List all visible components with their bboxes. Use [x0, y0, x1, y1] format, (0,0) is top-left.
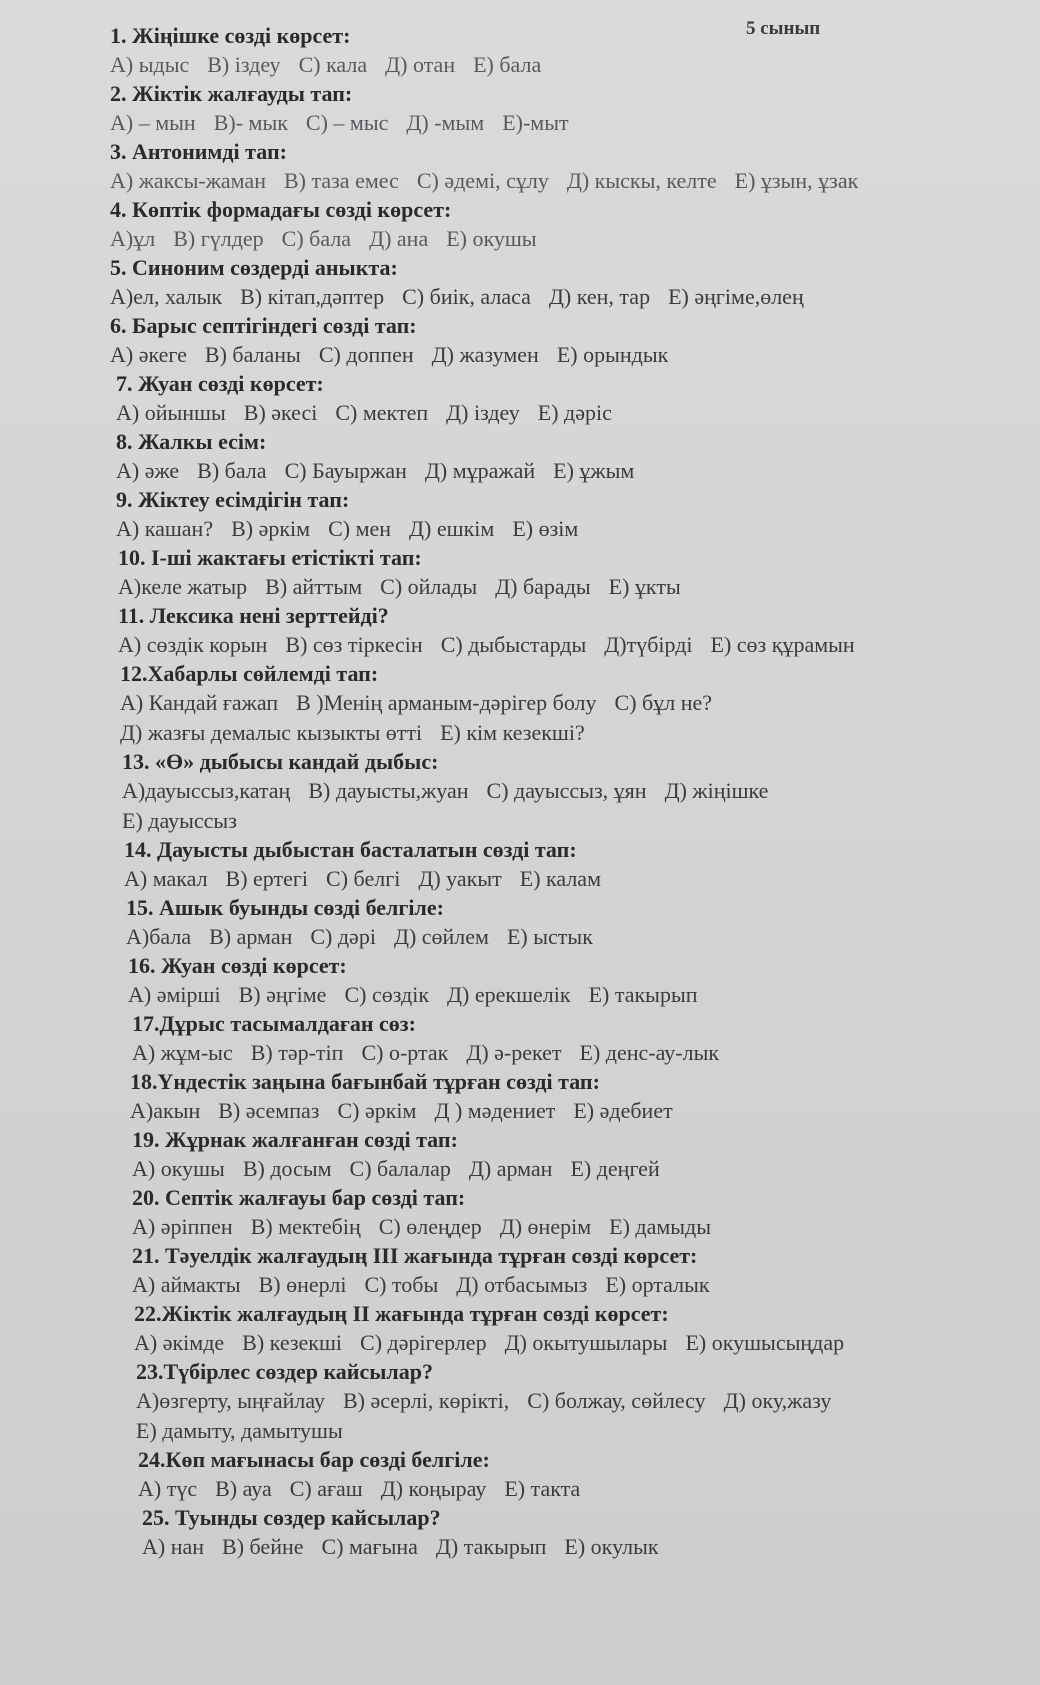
question-title: 14. Дауысты дыбыстан басталатын сөзді тап:: [124, 837, 577, 862]
question-24: [110, 1446, 1000, 1504]
answer-option: Д) уакыт: [418, 866, 502, 891]
answer-option: С) Бауыржан: [284, 458, 407, 483]
answer-option: Е) окушы: [446, 226, 537, 251]
question-7: [110, 370, 1000, 428]
answer-option: А) макал: [124, 866, 208, 891]
answer-options-row: [130, 1096, 1000, 1126]
question-title: 18.Үндестік заңына бағынбай тұрған сөзді тап:: [130, 1069, 600, 1094]
answer-option: Е) ұкты: [608, 574, 681, 599]
answer-option: В) ертегі: [225, 866, 309, 891]
answer-option: С) мен: [328, 516, 392, 541]
answer-option: С) доппен: [318, 342, 414, 367]
answer-option: В) бейне: [222, 1534, 304, 1559]
answer-option: С) дәрігерлер: [360, 1330, 487, 1355]
answer-option: А) әкімде: [134, 1330, 225, 1355]
answer-option: В) досым: [242, 1156, 332, 1181]
answer-option: Е) ұжым: [553, 458, 635, 483]
question-title: 20. Септік жалғауы бар сөзді тап:: [132, 1185, 466, 1210]
answer-option: В) кезекші: [242, 1330, 343, 1355]
question-18: [110, 1068, 1000, 1126]
answer-option: В) әркім: [231, 516, 311, 541]
answer-option: В) әсерлі, көрікті,: [342, 1388, 510, 1413]
question-8: [110, 428, 1000, 486]
answer-option: В) әңгіме: [238, 982, 327, 1007]
answer-option: В) кітап,дәптер: [240, 284, 385, 309]
answer-option: В) арман: [209, 924, 293, 949]
answer-options-row: [116, 514, 1000, 544]
answer-options-row: [136, 1386, 1000, 1416]
answer-option: С) сөздік: [344, 982, 430, 1007]
answer-option: Е) бала: [473, 52, 542, 77]
question-22: [110, 1300, 1000, 1358]
answer-option: Д) сөйлем: [393, 924, 489, 949]
question-title: 4. Көптік формадағы сөзді көрсет:: [110, 197, 452, 222]
answer-option: Д ) мәдениет: [434, 1098, 556, 1123]
answer-option: В) гүлдер: [173, 226, 264, 251]
answer-option: А) әже: [116, 458, 180, 483]
question-title: 19. Жұрнак жалғанған сөзді тап:: [132, 1127, 458, 1152]
answer-option: А)бала: [126, 924, 192, 949]
question-2: [110, 80, 1000, 138]
answer-options-row: [142, 1532, 1000, 1562]
answer-options-row: [118, 630, 1000, 660]
answer-option: А)акын: [130, 1098, 201, 1123]
answer-option: А) аймакты: [132, 1272, 241, 1297]
answer-option: С) мағына: [321, 1534, 418, 1559]
answer-option: В) ауа: [215, 1476, 272, 1501]
answer-option: Е) дамыту, дамытушы: [136, 1418, 343, 1443]
answer-option: В) сөз тіркесін: [285, 632, 423, 657]
answer-option: Е)-мыт: [502, 110, 569, 135]
answer-option: Е) дауыссыз: [122, 808, 237, 833]
answer-option: С) белгі: [326, 866, 401, 891]
answer-option: Е) деңгей: [570, 1156, 660, 1181]
answer-option: Е) әдебиет: [573, 1098, 673, 1123]
answer-option: Д) коңырау: [380, 1476, 487, 1501]
answer-option: С) дауыссыз, ұян: [486, 778, 647, 803]
question-title: 1. Жіңішке сөзді көрсет:: [110, 23, 351, 48]
answer-option: Е) орталык: [605, 1272, 710, 1297]
answer-option: А) ыдыс: [110, 52, 190, 77]
answer-option: Д) окытушылары: [504, 1330, 668, 1355]
answer-option: В)- мык: [213, 110, 288, 135]
answer-option: Е) такта: [504, 1476, 581, 1501]
answer-option: Д) барады: [495, 574, 591, 599]
answer-option: А)дауыссыз,катаң: [122, 778, 291, 803]
answer-option: С) бала: [281, 226, 352, 251]
answer-option: С) дыбыстарды: [440, 632, 587, 657]
answer-option: С) болжау, сөйлесу: [527, 1388, 706, 1413]
question-14: [110, 836, 1000, 894]
answer-option: Д) отбасымыз: [456, 1272, 588, 1297]
question-16: [110, 952, 1000, 1010]
answer-option: В) баланы: [204, 342, 301, 367]
answer-option: Е) окушысыңдар: [685, 1330, 845, 1355]
answer-option: Е) өзім: [512, 516, 579, 541]
answer-option: Е) дамыды: [609, 1214, 712, 1239]
answer-option: Е) дәріс: [537, 400, 612, 425]
answer-option: А)ұл: [110, 226, 156, 251]
answer-options-row: [132, 1038, 1000, 1068]
answer-option: А) ойыншы: [116, 400, 226, 425]
answer-option: А) Кандай ғажап: [120, 690, 279, 715]
answer-option: А) жаксы-жаман: [110, 168, 266, 193]
question-title: 22.Жіктік жалғаудың ІІ жағында тұрған сөзді көрсет:: [134, 1301, 669, 1326]
question-title: 21. Тәуелдік жалғаудың ІІІ жағында тұрған сөзді көрсет:: [132, 1243, 698, 1268]
answer-option: В) іздеу: [207, 52, 281, 77]
answer-option: А) әмірші: [128, 982, 221, 1007]
question-15: [110, 894, 1000, 952]
answer-option: С) биік, аласа: [402, 284, 531, 309]
answer-option: В) әкесі: [243, 400, 318, 425]
answer-options-row: [136, 1416, 1000, 1446]
question-25: [110, 1504, 1000, 1562]
answer-option: В) таза емес: [283, 168, 399, 193]
answer-option: С) әдемі, сұлу: [416, 168, 549, 193]
answer-option: В) мектебің: [250, 1214, 361, 1239]
answer-option: С) балалар: [349, 1156, 451, 1181]
answer-option: Д)түбірді: [604, 632, 693, 657]
answer-option: Д) жазумен: [431, 342, 539, 367]
question-11: [110, 602, 1000, 660]
answer-option: Д) кен, тар: [548, 284, 651, 309]
answer-option: В) тәр-тіп: [250, 1040, 344, 1065]
question-title: 16. Жуан сөзді көрсет:: [128, 953, 347, 978]
answer-option: Е) орындык: [556, 342, 669, 367]
answer-option: А) жұм-ыс: [132, 1040, 233, 1065]
answer-option: Е) калам: [519, 866, 601, 891]
answer-option: А) сөздік корын: [118, 632, 268, 657]
question-title: 3. Антонимді тап:: [110, 139, 287, 164]
answer-options-row: [120, 718, 1000, 748]
answer-option: В )Менің арманым-дәрігер болу: [296, 690, 597, 715]
answer-options-row: [128, 980, 1000, 1010]
answer-option: Д) ерекшелік: [447, 982, 571, 1007]
question-4: [110, 196, 1000, 254]
answer-options-row: [132, 1270, 1000, 1300]
answer-options-row: [124, 864, 1000, 894]
answer-option: Д) ә-рекет: [466, 1040, 562, 1065]
answer-option: Е) окулык: [564, 1534, 659, 1559]
question-title: 6. Барыс септігіндегі сөзді тап:: [110, 313, 417, 338]
question-title: 2. Жіктік жалғауды тап:: [110, 81, 353, 106]
answer-option: С) өлеңдер: [378, 1214, 482, 1239]
answer-option: В) айттым: [265, 574, 363, 599]
question-6: [110, 312, 1000, 370]
answer-option: Е) ұзын, ұзак: [734, 168, 859, 193]
question-23: [110, 1358, 1000, 1446]
answer-option: А)келе жатыр: [118, 574, 248, 599]
question-title: 9. Жіктеу есімдігін тап:: [116, 487, 350, 512]
answer-option: В) бала: [197, 458, 267, 483]
answer-option: В) әсемпаз: [218, 1098, 320, 1123]
answer-option: А) окушы: [132, 1156, 225, 1181]
answer-option: Д) ешкім: [409, 516, 495, 541]
answer-option: А) әріппен: [132, 1214, 233, 1239]
question-17: [110, 1010, 1000, 1068]
answer-options-row: [122, 806, 1000, 836]
answer-option: А)ел, халык: [110, 284, 223, 309]
answer-option: Д) кыскы, келте: [566, 168, 717, 193]
question-title: 10. І-ші жактағы етістікті тап:: [118, 545, 422, 570]
question-title: 11. Лексика нені зерттейді?: [118, 603, 389, 628]
question-title: 25. Туынды сөздер кайсылар?: [142, 1505, 441, 1530]
answer-option: Д) жіңішке: [664, 778, 769, 803]
answer-options-row: [118, 572, 1000, 602]
answer-options-row: [116, 398, 1000, 428]
question-19: [110, 1126, 1000, 1184]
answer-option: А)өзгерту, ыңғайлау: [136, 1388, 325, 1413]
question-title: 13. «Ө» дыбысы кандай дыбыс:: [122, 749, 439, 774]
answer-option: Д) іздеу: [446, 400, 520, 425]
answer-option: С) ағаш: [289, 1476, 363, 1501]
answer-options-row: [138, 1474, 1000, 1504]
answer-option: Е) әңгіме,өлең: [668, 284, 804, 309]
answer-option: С) о-ртак: [361, 1040, 449, 1065]
answer-option: Е) кім кезекші?: [440, 720, 585, 745]
answer-option: Д) өнерім: [499, 1214, 592, 1239]
question-title: 23.Түбірлес сөздер кайсылар?: [136, 1359, 433, 1384]
question-21: [110, 1242, 1000, 1300]
answer-options-row: [110, 340, 1000, 370]
answer-option: А) әкеге: [110, 342, 187, 367]
answer-options-row: [132, 1212, 1000, 1242]
answer-options-row: [110, 166, 1000, 196]
answer-options-row: [110, 282, 1000, 312]
answer-option: А) нан: [142, 1534, 205, 1559]
question-20: [110, 1184, 1000, 1242]
question-title: 8. Жалкы есім:: [116, 429, 267, 454]
answer-option: Д) жазғы демалыс кызыкты өтті: [120, 720, 423, 745]
question-10: [110, 544, 1000, 602]
question-5: [110, 254, 1000, 312]
answer-option: Е) ыстык: [506, 924, 593, 949]
answer-option: Д) ана: [369, 226, 429, 251]
answer-option: Д) оку,жазу: [723, 1388, 832, 1413]
answer-option: Д) отан: [385, 52, 456, 77]
answer-options-row: [126, 922, 1000, 952]
answer-option: А) түс: [138, 1476, 198, 1501]
answer-options-row: [120, 688, 1000, 718]
question-list: [110, 22, 1000, 1562]
answer-option: Д) такырып: [435, 1534, 547, 1559]
answer-option: С) бұл не?: [614, 690, 713, 715]
answer-option: А) кашан?: [116, 516, 214, 541]
answer-options-row: [116, 456, 1000, 486]
answer-option: С) ойлады: [380, 574, 478, 599]
answer-option: В) дауысты,жуан: [308, 778, 469, 803]
question-9: [110, 486, 1000, 544]
question-title: 17.Дұрыс тасымалдаған сөз:: [132, 1011, 416, 1036]
answer-option: С) – мыс: [305, 110, 389, 135]
answer-option: Е) сөз құрамын: [710, 632, 855, 657]
answer-option: В) өнерлі: [258, 1272, 347, 1297]
answer-option: Е) такырып: [588, 982, 698, 1007]
question-title: 24.Көп мағынасы бар сөзді белгіле:: [138, 1447, 490, 1472]
answer-option: Д) -мым: [406, 110, 485, 135]
question-title: 7. Жуан сөзді көрсет:: [116, 371, 324, 396]
answer-option: С) дәрі: [310, 924, 376, 949]
answer-options-row: [122, 776, 1000, 806]
question-3: [110, 138, 1000, 196]
question-title: 15. Ашык буынды сөзді белгіле:: [126, 895, 444, 920]
answer-option: Д) арман: [468, 1156, 553, 1181]
answer-options-row: [110, 108, 1000, 138]
answer-option: С) кала: [298, 52, 368, 77]
question-1: [110, 22, 1000, 80]
question-12: [110, 660, 1000, 748]
answer-option: С) тобы: [364, 1272, 439, 1297]
question-title: 12.Хабарлы сөйлемді тап:: [120, 661, 379, 686]
answer-options-row: [132, 1154, 1000, 1184]
question-13: [110, 748, 1000, 836]
answer-option: С) мектеп: [335, 400, 429, 425]
answer-option: С) әркім: [337, 1098, 417, 1123]
answer-option: А) – мын: [110, 110, 196, 135]
answer-option: Е) денс-ау-лык: [579, 1040, 720, 1065]
grade-label: 5 сынып: [746, 18, 821, 39]
answer-options-row: [110, 224, 1000, 254]
answer-options-row: [134, 1328, 1000, 1358]
answer-options-row: [110, 50, 1000, 80]
question-title: 5. Синоним сөздерді аныкта:: [110, 255, 398, 280]
answer-option: Д) мұражай: [424, 458, 536, 483]
